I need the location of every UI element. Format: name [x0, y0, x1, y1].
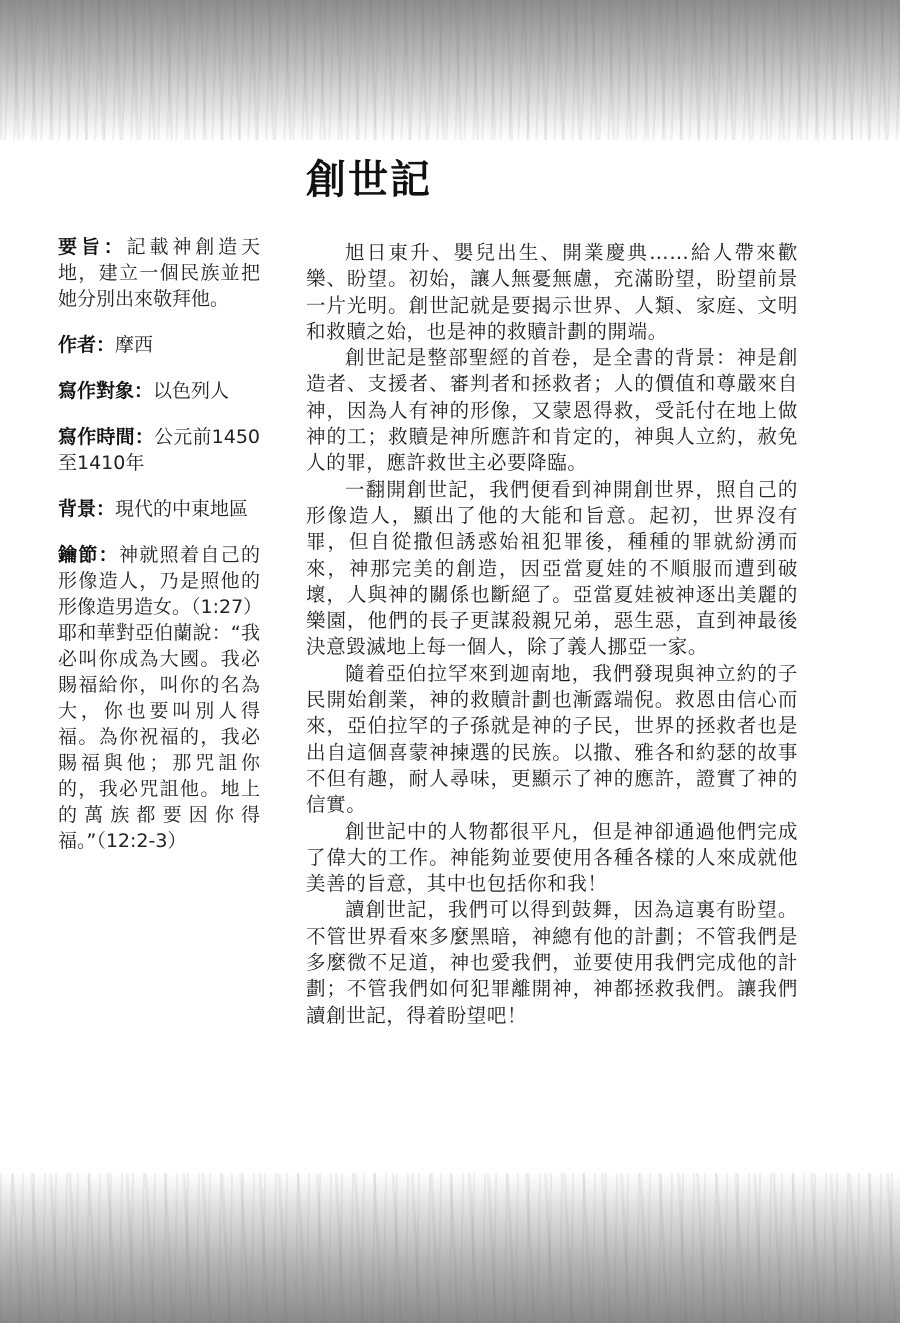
paragraph: 創世記是整部聖經的首卷，是全書的背景：神是創造者、支援者、審判者和拯救者；人的價值和尊嚴來自神，因為人有神的形像，又蒙恩得救，受託付在地上做神的工；救贖是神所應許和肯定的，神與人立約，赦免人的罪，應許救世主必要降臨。 [306, 346, 798, 475]
audience-label: 寫作對象： [58, 380, 154, 402]
book-title: 創世記 [306, 156, 432, 203]
paragraph: 創世記中的人物都很平凡，但是神卻通過他們完成了偉大的工作。神能夠並要使用各種各樣的人來成就他美善的旨意，其中也包括你和我！ [306, 819, 798, 896]
key-verse-field [58, 542, 263, 620]
bottom-marble-texture [0, 1173, 900, 1323]
paragraph: 隨着亞伯拉罕來到迦南地，我們發現與神立約的子民開始創業，神的救贖計劃也漸露端倪。救恩由信心而來，亞伯拉罕的子孫就是神的子民，世界的拯救者也是出自這個喜蒙神揀選的民族。以撒、雅各和約瑟的故事不但有趣，耐人尋味，更顯示了神的應許，證實了神的信實。 [306, 661, 798, 817]
setting-field [58, 496, 260, 522]
author-field [58, 332, 260, 358]
key-verse-second: 耶和華對亞伯蘭說：“我必叫你成為大國。我必賜福給你，叫你的名為大，你也要叫別人得福。為你祝福的，我必賜福與他；那咒詛你的，我必咒詛他。地上的萬族都要因你得福。”（12:2-3） [58, 622, 260, 852]
paragraph: 旭日東升、嬰兒出生、開業慶典……給人帶來歡樂、盼望。初始，讓人無憂無慮，充滿盼望，盼望前景一片光明。創世記就是要揭示世界、人類、家庭、文明和救贖之始，也是神的救贖計劃的開端。 [306, 241, 798, 343]
purpose-text: 記載神創造天地，建立一個民族並把她分別出來敬拜他。 [58, 236, 260, 310]
audience-field [58, 378, 260, 404]
paragraph: 讀創世記，我們可以得到鼓舞，因為這裏有盼望。不管世界看來多麼黑暗，神總有他的計劃；不管我們是多麼微不足道，神也愛我們，並要使用我們完成他的計劃；不管我們如何犯罪離開神，神都拯救我們。讓我們讀創世記，得着盼望吧！ [306, 898, 798, 1027]
author-text: 摩西 [115, 334, 154, 356]
audience-text: 以色列人 [153, 380, 230, 402]
purpose-label: 要旨： [58, 236, 127, 258]
author-label: 作者： [58, 334, 116, 356]
key-verse-label: 鑰節： [58, 544, 119, 566]
date-field [58, 424, 260, 476]
setting-text: 現代的中東地區 [115, 498, 249, 520]
setting-label: 背景： [58, 498, 116, 520]
date-label: 寫作時間： [58, 426, 155, 448]
date-text: 公元前1450至1410年 [58, 426, 260, 474]
introduction-text [306, 240, 798, 1029]
purpose-field [58, 234, 260, 312]
book-summary-sidebar [58, 234, 263, 854]
paragraph: 一翻開創世記，我們便看到神開創世界，照自己的形像造人，顯出了他的大能和旨意。起初，世界沒有罪，但自從撒但誘惑始祖犯罪後，種種的罪就紛湧而來，神那完美的創造，因亞當夏娃的不順服而遭到破壞，人與神的關係也斷絕了。亞當夏娃被神逐出美麗的樂園，他們的長子更謀殺親兄弟，惡生惡，直到神最後決意毀滅地上每一個人，除了義人挪亞一家。 [306, 477, 798, 659]
key-verse-text: 神就照着自己的形像造人，乃是照他的形像造男造女。（1:27） [58, 544, 263, 618]
top-marble-texture [0, 0, 900, 140]
